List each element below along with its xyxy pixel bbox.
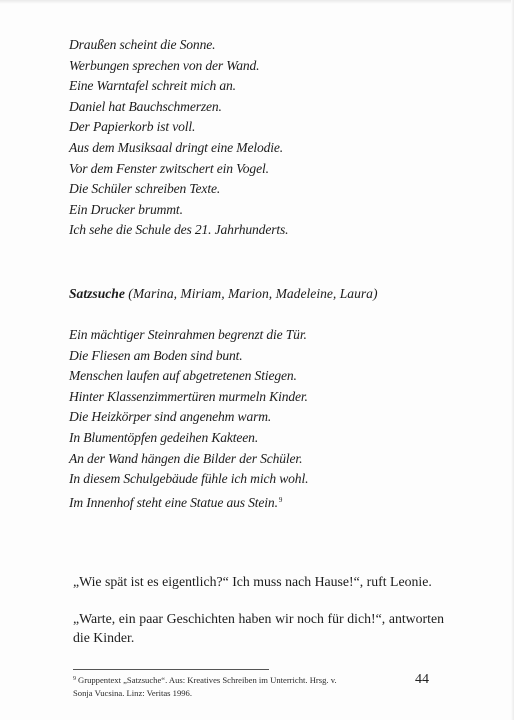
scan-edge-top (0, 0, 514, 4)
footnote-reference[interactable]: 9 (278, 495, 283, 504)
poem-one-line: Draußen scheint die Sonne. (69, 37, 216, 52)
footnote-line: Sonja Vucsina. Linz: Veritas 1996. (73, 687, 192, 698)
poem-two-authors: (Marina, Miriam, Marion, Madeleine, Laura) (124, 286, 378, 301)
poem-one-line: Ich sehe die Schule des 21. Jahrhunderts. (69, 222, 289, 238)
poem-two-line: An der Wand hängen die Bilder der Schüler. (69, 450, 303, 466)
poem-one-line: Aus dem Musiksaal dringt eine Melodie. (69, 139, 284, 155)
poem-one-line: Daniel hat Bauchschmerzen. (69, 98, 222, 114)
prose-paragraph: „Wie spät ist es eigentlich?“ Ich muss nach Hause!“, ruft Leonie. (73, 574, 432, 589)
page-number: 44 (415, 672, 429, 687)
poem-one-line: Die Schüler schreiben Texte. (69, 181, 221, 197)
poem-two-line: Menschen laufen auf abgetretenen Stiegen. (69, 368, 297, 384)
poem-one-line: Eine Warntafel schreit mich an. (69, 78, 236, 94)
poem-two-line-text: Im Innenhof steht eine Statue aus Stein. (69, 494, 278, 510)
poem-two-line: Hinter Klassenzimmertüren murmeln Kinder. (69, 388, 308, 404)
poem-one (69, 35, 288, 241)
footnote (73, 673, 403, 699)
poem-two-line: Die Fliesen am Boden sind bunt. (69, 347, 243, 363)
poem-one-line: Werbungen sprechen von der Wand. (69, 57, 260, 73)
poem-two-line: Ein mächtiger Steinrahmen begrenzt die Tür. (69, 327, 307, 342)
footnote-line: Gruppentext „Satzsuche“. Aus: Kreatives Schreiben im Unterricht. Hrsg. v. (78, 675, 337, 685)
poem-two (69, 325, 308, 510)
poem-two-heading (69, 284, 378, 304)
poem-two-line: In Blumentöpfen gedeihen Kakteen. (69, 429, 259, 445)
poem-one-line: Ein Drucker brummt. (69, 201, 183, 217)
poem-one-line: Der Papierkorb ist voll. (69, 119, 196, 135)
poem-one-line: Vor dem Fenster zwitschert ein Vogel. (69, 160, 269, 176)
footnote-divider (73, 669, 269, 670)
poem-two-line: Die Heizkörper sind angenehm warm. (69, 409, 272, 425)
poem-two-line-last (69, 490, 308, 511)
poem-two-line: In diesem Schulgebäude fühle ich mich wohl. (69, 471, 309, 487)
prose-paragraph: „Warte, ein paar Geschichten haben wir noch für dich!“, antworten die Kinder. (73, 611, 444, 645)
poem-two-title: Satzsuche (69, 286, 125, 301)
footnote-marker: 9 (73, 676, 76, 682)
